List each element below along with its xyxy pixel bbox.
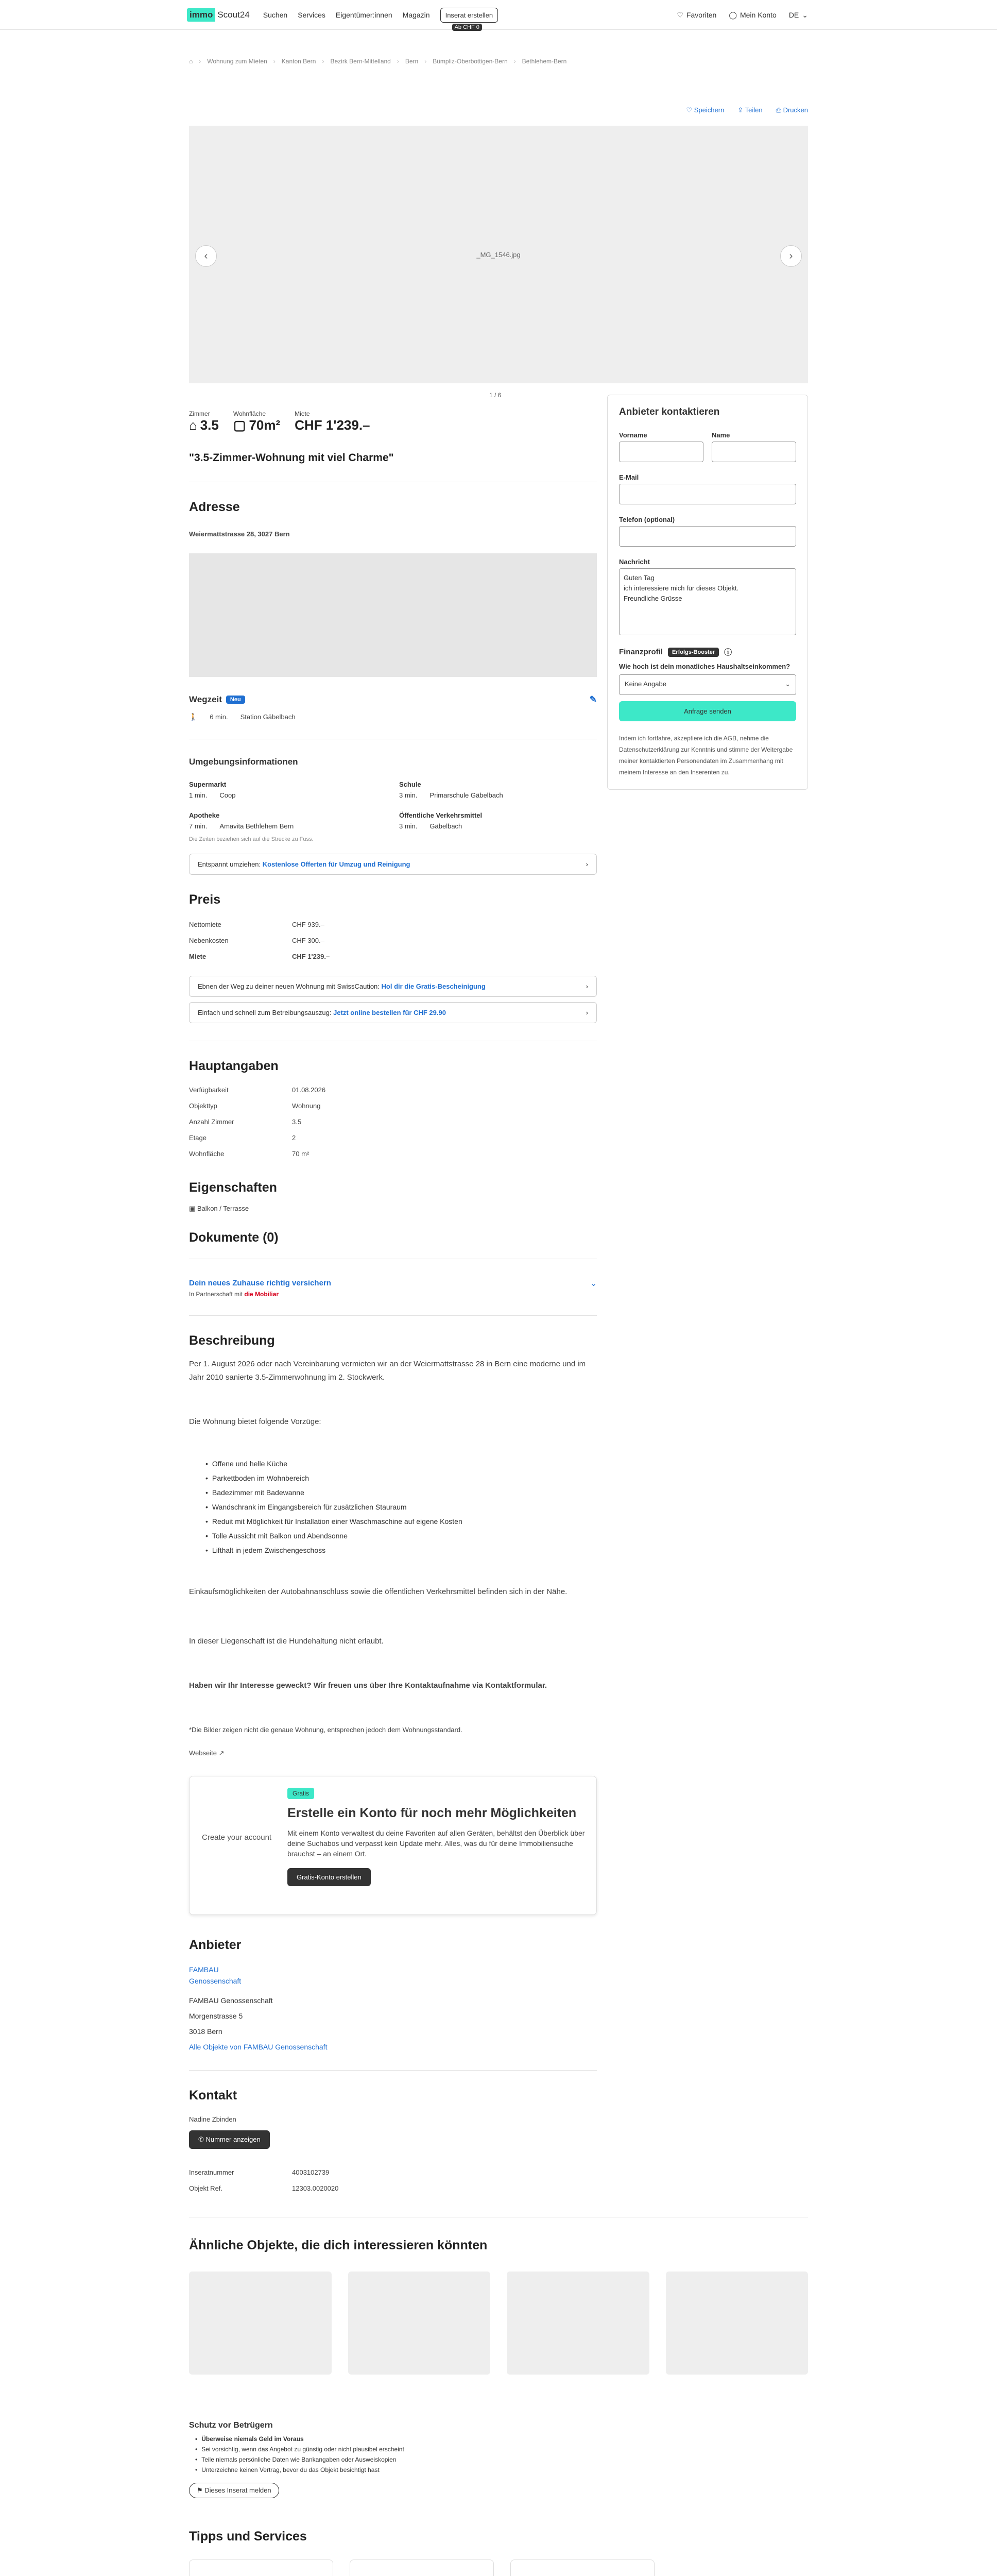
env-name: Primarschule Gäbelbach: [429, 791, 503, 799]
email-label: E-Mail: [619, 473, 639, 481]
info-key: Etage: [189, 1134, 207, 1142]
price-value: CHF 939.–: [292, 921, 324, 928]
save-label: Speichern: [694, 106, 725, 114]
breadcrumb-current: Bethlehem-Bern: [522, 58, 567, 65]
account-link[interactable]: [729, 11, 777, 20]
rent-value: CHF 1'239.–: [295, 417, 370, 433]
promo-left-text: Create your account: [202, 1833, 272, 1842]
fraud-tip: • Unterzeichne keinen Vertrag, bevor du das Objekt besichtigt hast: [195, 2466, 808, 2473]
heart-icon: ♡: [677, 10, 683, 19]
insurance-accordion[interactable]: [189, 1259, 597, 1298]
area-icon: ▢: [233, 417, 246, 433]
moving-offers-link[interactable]: [189, 854, 597, 875]
logo-text: Scout24: [217, 10, 250, 20]
print-button[interactable]: [776, 106, 808, 114]
print-icon: ⎙: [776, 106, 783, 114]
breadcrumb: ⌂ › Wohnung zum Mieten › Kanton Bern › Bezirk Bern-Mittelland › Bern › Bümpliz-Oberbottigen-Bern › Bethlehem-Bern: [189, 58, 567, 65]
phone-label: Telefon (optional): [619, 516, 675, 523]
description-bullet: • Parkettboden im Wohnbereich: [205, 1474, 597, 1482]
env-note: Die Zeiten beziehen sich auf die Strecke zu Fuss.: [189, 836, 314, 842]
description-p1: Per 1. August 2026 oder nach Vereinbarung vermieten wir an der Weiermattstrasse 28 in Bern eine moderne und im Jahr 2010 sanierte 3.5-Zimmerwohnung im 2. Stockwerk.: [189, 1360, 586, 1382]
provider-link[interactable]: FAMBAU Genossenschaft: [189, 1965, 242, 1985]
insurance-title: Dein neues Zuhause richtig versichern: [189, 1279, 331, 1287]
description-heading: Beschreibung: [189, 1333, 275, 1348]
feature-item: Balkon / Terrasse: [197, 1205, 249, 1212]
description-bullet: • Wandschrank im Eingangsbereich für zusätzlichen Stauraum: [205, 1503, 597, 1511]
env-type: Supermarkt: [189, 781, 227, 788]
favorites-label: Favoriten: [686, 11, 717, 19]
phone-icon: ✆: [198, 2136, 206, 2143]
logo-mark: immo: [187, 8, 215, 22]
firstname-input[interactable]: [619, 442, 703, 462]
message-label: Nachricht: [619, 558, 650, 566]
description-p5: Haben wir Ihr Interesse geweckt? Wir freuen uns über Ihre Kontaktaufnahme via Kontaktformular.: [189, 1681, 547, 1690]
price-value: CHF 1'239.–: [292, 953, 330, 960]
tip-card: [350, 2560, 494, 2576]
similar-card[interactable]: [507, 2272, 649, 2375]
nav-suchen[interactable]: Suchen: [263, 11, 288, 19]
favorites-link[interactable]: [677, 11, 716, 20]
description-p2: Die Wohnung bietet folgende Vorzüge:: [189, 1417, 321, 1426]
walk-icon: 🚶: [189, 713, 198, 721]
description-p3: Einkaufsmöglichkeiten der Autobahnanschluss sowie die öffentlichen Verkehrsmittel befinden sich in der Nähe.: [189, 1587, 568, 1596]
similar-card[interactable]: [666, 2272, 809, 2375]
share-icon: ⇪: [737, 106, 745, 114]
swisscaution-cta: Hol dir die Gratis-Bescheinigung: [381, 982, 486, 990]
env-name: Coop: [219, 791, 236, 799]
moving-text: Entspannt umziehen:: [198, 860, 261, 868]
ref-key: Inseratnummer: [189, 2168, 234, 2176]
partner-text: In Partnerschaft mit: [189, 1291, 243, 1298]
ref-key: Objekt Ref.: [189, 2184, 223, 2192]
main-info-heading: Hauptangaben: [189, 1059, 279, 1073]
env-time: 3 min.: [399, 822, 418, 830]
create-listing-label: Inserat erstellen: [445, 11, 493, 19]
tips-heading: Tipps und Services: [189, 2529, 307, 2544]
user-icon: ◯: [729, 10, 737, 19]
env-time: 3 min.: [399, 791, 418, 799]
moving-link: Kostenlose Offerten für Umzug und Reinigung: [262, 860, 410, 868]
debt-extract-text: Einfach und schnell zum Betreibungsauszug:: [198, 1009, 332, 1016]
print-label: Drucken: [783, 106, 808, 114]
route-label: Wegzeit: [189, 694, 222, 704]
ref-value: 12303.0020020: [292, 2184, 339, 2192]
info-value: Wohnung: [292, 1102, 321, 1110]
show-number-label: Nummer anzeigen: [205, 2136, 261, 2143]
new-badge: Neu: [226, 696, 245, 704]
nav-services[interactable]: Services: [298, 11, 325, 19]
debt-extract-cta: Jetzt online bestellen für CHF 29.90: [333, 1009, 446, 1016]
provider-city: 3018 Bern: [189, 2027, 222, 2036]
route-station: Station Gäbelbach: [240, 713, 296, 721]
chevron-right-icon: ›: [586, 1009, 588, 1016]
email-input[interactable]: [619, 484, 796, 504]
promo-title: Erstelle ein Konto für noch mehr Möglichkeiten: [287, 1806, 577, 1820]
info-icon[interactable]: ⓘ: [724, 648, 732, 657]
tip-card: [189, 2560, 333, 2576]
account-promo: [189, 1776, 597, 1915]
income-select[interactable]: [619, 674, 796, 695]
description-p4: In dieser Liegenschaft ist die Hundehaltung nicht erlaubt.: [189, 1637, 384, 1646]
report-listing-button[interactable]: [189, 2483, 279, 2498]
breadcrumb-item[interactable]: Bezirk Bern-Mittelland: [330, 58, 391, 65]
breadcrumb-item[interactable]: Kanton Bern: [281, 58, 316, 65]
price-key: Nebenkosten: [189, 937, 229, 944]
environment-heading: Umgebungsinformationen: [189, 757, 298, 767]
show-number-button[interactable]: [189, 2130, 270, 2149]
swisscaution-text: Ebnen der Weg zu deiner neuen Wohnung mit SwissCaution:: [198, 982, 380, 990]
promo-text: Mit einem Konto verwaltest du deine Favoriten auf allen Geräten, behältst den Überblick über deine Suchabos und verpasst kein Update mehr. Alles, was du für deine Immobiliensuche brauchst – an einem Ort.: [287, 1829, 585, 1858]
debt-extract-link[interactable]: [189, 1002, 597, 1023]
gallery-counter: 1 / 6: [489, 392, 502, 399]
lastname-label: Name: [712, 431, 730, 439]
address-heading: Adresse: [189, 500, 240, 514]
similar-card[interactable]: [348, 2272, 491, 2375]
info-value: 01.08.2026: [292, 1086, 326, 1094]
env-time: 7 min.: [189, 822, 208, 830]
contact-heading: Kontakt: [189, 2088, 237, 2103]
language-select[interactable]: [789, 11, 808, 20]
share-button[interactable]: [737, 106, 762, 114]
swisscaution-link[interactable]: [189, 976, 597, 997]
fraud-tip: • Teile niemals persönliche Daten wie Bankangaben oder Ausweiskopien: [195, 2456, 808, 2463]
route-time: 6 min.: [210, 713, 228, 721]
heart-icon: ♡: [686, 106, 694, 114]
env-type: Apotheke: [189, 811, 220, 819]
price-value: CHF 300.–: [292, 937, 324, 944]
legal-text: Indem ich fortfahre, akzeptiere ich die AGB, nehme die Datenschutzerklärung zur Kenntnis und stimme der Weitergabe meiner kontaktierten Personendaten im Zusammenhang mit meinem Interesse an den Inserenten zu.: [619, 735, 793, 776]
info-value: 70 m²: [292, 1150, 310, 1158]
send-request-button[interactable]: Anfrage senden: [619, 701, 796, 721]
chevron-right-icon: ›: [586, 982, 588, 990]
contact-person: Nadine Zbinden: [189, 2115, 236, 2123]
save-button[interactable]: [686, 106, 724, 114]
env-type: Öffentliche Verkehrsmittel: [399, 811, 483, 819]
nav-owners[interactable]: Eigentümer:innen: [335, 11, 392, 19]
income-question: Wie hoch ist dein monatliches Haushaltseinkommen?: [619, 663, 790, 670]
provider-name: FAMBAU Genossenschaft: [189, 1996, 273, 2005]
info-key: Objekttyp: [189, 1102, 217, 1110]
balcony-icon: ▣: [189, 1205, 197, 1212]
flag-icon: ⚑: [197, 2486, 205, 2494]
description-bullet: • Reduit mit Möglichkeit für Installation einer Waschmaschine auf eigene Kosten: [205, 1517, 597, 1526]
description-bullet: • Tolle Aussicht mit Balkon und Abendsonne: [205, 1532, 597, 1540]
ref-value: 4003102739: [292, 2168, 330, 2176]
chevron-down-icon: ⌄: [802, 10, 808, 19]
info-value: 2: [292, 1134, 296, 1142]
listing-title: "3.5-Zimmer-Wohnung mit viel Charme": [189, 452, 394, 464]
message-textarea[interactable]: Guten Tag ich interessiere mich für dieses Objekt. Freundliche Grüsse: [619, 568, 796, 635]
breadcrumb-item[interactable]: Bümpliz-Oberbottigen-Bern: [433, 58, 508, 65]
finance-profile-label: Finanzprofil: [619, 648, 663, 656]
lastname-input[interactable]: [712, 442, 796, 462]
price-key: Nettomiete: [189, 921, 221, 928]
promo-tag: Gratis: [287, 1788, 314, 1799]
contact-form: [607, 395, 808, 790]
logo[interactable]: [187, 8, 252, 22]
provider-street: Morgenstrasse 5: [189, 2012, 243, 2020]
booster-badge: Erfolgs-Booster: [668, 648, 719, 657]
create-listing-button[interactable]: [440, 8, 498, 30]
create-account-button[interactable]: Gratis-Konto erstellen: [287, 1868, 371, 1886]
contact-form-heading: Anbieter kontaktieren: [619, 406, 720, 417]
description-bullet: • Offene und helle Küche: [205, 1460, 597, 1468]
info-key: Anzahl Zimmer: [189, 1118, 234, 1126]
env-type: Schule: [399, 781, 421, 788]
similar-card[interactable]: [189, 2272, 332, 2375]
nav-magazin[interactable]: Magazin: [402, 11, 430, 19]
similar-heading: Ähnliche Objekte, die dich interessieren könnten: [189, 2238, 488, 2252]
description-p6: *Die Bilder zeigen nicht die genaue Wohnung, entsprechen jedoch dem Wohnungsstandard.: [189, 1726, 462, 1734]
fraud-tip: • Überweise niemals Geld im Voraus: [195, 2435, 808, 2443]
provider-all-listings-link[interactable]: Alle Objekte von FAMBAU Genossenschaft: [189, 2043, 328, 2051]
provider-heading: Anbieter: [189, 1938, 242, 1952]
map[interactable]: [189, 553, 597, 677]
language-label: DE: [788, 11, 799, 19]
price-badge: Ab CHF 0: [452, 24, 482, 31]
phone-input[interactable]: [619, 526, 796, 547]
account-label: Mein Konto: [740, 11, 777, 19]
income-value: Keine Angabe: [625, 680, 666, 688]
gallery-image-name: _MG_1546.jpg: [476, 250, 521, 259]
info-key: Wohnfläche: [189, 1150, 225, 1158]
partner-logo: die Mobiliar: [244, 1291, 279, 1298]
fraud-heading: Schutz vor Betrügern: [189, 2421, 273, 2430]
price-heading: Preis: [189, 892, 221, 907]
info-key: Verfügbarkeit: [189, 1086, 229, 1094]
env-time: 1 min.: [189, 791, 208, 799]
env-name: Gäbelbach: [429, 822, 462, 830]
rooms-value: 3.5: [200, 417, 219, 433]
price-key: Miete: [189, 953, 207, 960]
report-label: Dieses Inserat melden: [204, 2486, 271, 2494]
description-bullet: • Lifthalt in jedem Zwischengeschoss: [205, 1546, 597, 1554]
gallery-prev-button[interactable]: ‹: [195, 245, 217, 267]
rent-label: Miete: [295, 410, 310, 417]
chevron-down-icon: ⌄: [590, 1279, 597, 1288]
rooms-label: Zimmer: [189, 410, 210, 417]
area-label: Wohnfläche: [233, 410, 266, 417]
website-link[interactable]: Webseite: [189, 1749, 217, 1757]
edit-icon[interactable]: ✎: [589, 694, 597, 704]
gallery-next-button[interactable]: ›: [780, 245, 802, 267]
header: [0, 0, 997, 30]
firstname-label: Vorname: [619, 431, 647, 439]
chevron-down-icon: ⌄: [785, 680, 790, 688]
area-value: 70m²: [249, 417, 281, 433]
external-link-icon: ↗: [218, 1749, 225, 1757]
env-name: Amavita Bethlehem Bern: [219, 822, 294, 830]
breadcrumb-item[interactable]: Wohnung zum Mieten: [207, 58, 267, 65]
share-label: Teilen: [745, 106, 763, 114]
tip-card: [510, 2560, 655, 2576]
address-text: Weiermattstrasse 28, 3027 Bern: [189, 530, 290, 538]
features-heading: Eigenschaften: [189, 1180, 277, 1195]
image-gallery[interactable]: [189, 126, 808, 399]
home-icon[interactable]: ⌂: [189, 58, 193, 65]
fraud-tip: • Sei vorsichtig, wenn das Angebot zu günstig oder nicht plausibel erscheint: [195, 2446, 808, 2453]
home-icon: ⌂: [189, 417, 197, 433]
description-bullet: • Badezimmer mit Badewanne: [205, 1488, 597, 1497]
info-value: 3.5: [292, 1118, 302, 1126]
breadcrumb-item[interactable]: Bern: [405, 58, 419, 65]
chevron-right-icon: ›: [586, 860, 588, 868]
documents-heading: Dokumente (0): [189, 1230, 279, 1245]
